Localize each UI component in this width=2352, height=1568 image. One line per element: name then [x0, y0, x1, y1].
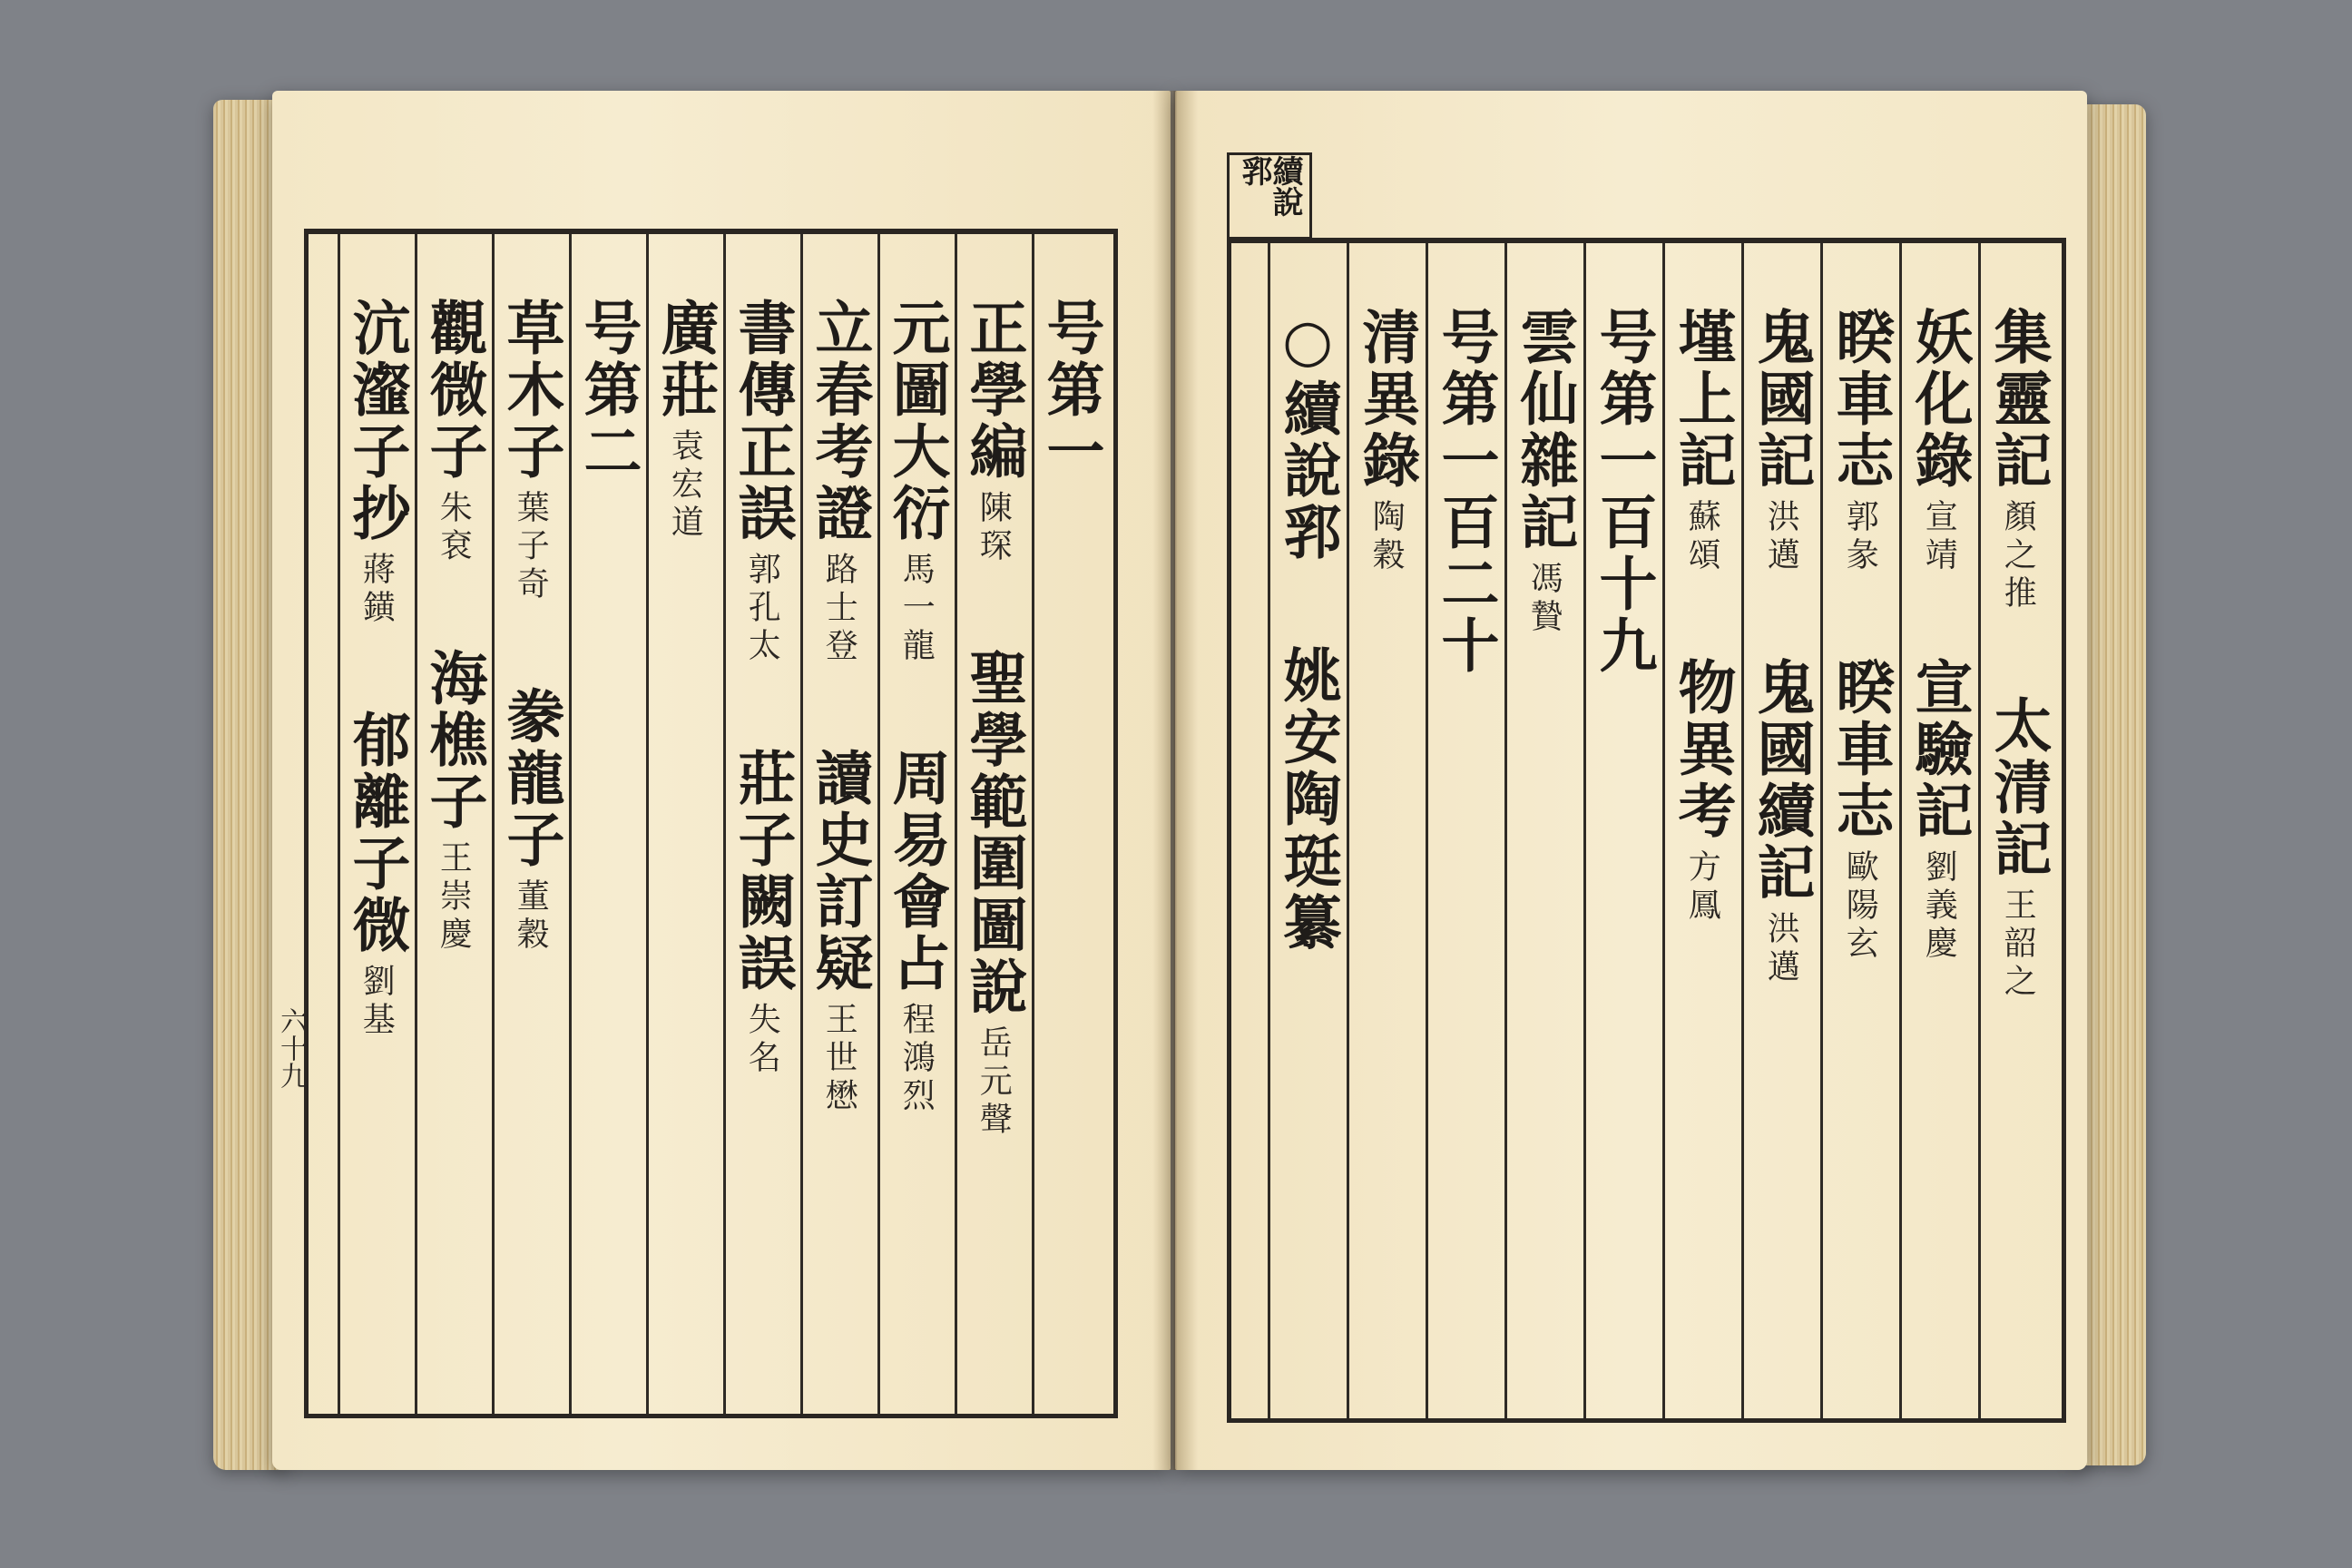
catalog-entry	[1273, 645, 1342, 954]
text-column	[1504, 243, 1583, 1418]
column-rule	[1426, 243, 1428, 1418]
text-column	[415, 234, 492, 1414]
text-column	[492, 234, 569, 1414]
column-rule	[723, 234, 726, 1414]
catalog-entry	[1668, 657, 1737, 926]
text-column	[1820, 243, 1899, 1418]
entry-author-note: 蔣鐄	[358, 552, 396, 628]
column-rule	[1741, 243, 1744, 1418]
entry-title: 豢龍子	[496, 686, 565, 871]
column-rule	[1583, 243, 1586, 1418]
entry-author-note: 路士登	[820, 552, 858, 666]
text-column	[723, 234, 800, 1414]
entry-title: 号第一	[1036, 298, 1105, 483]
entry-author-note: 陳琛	[975, 490, 1013, 566]
entry-author-note: 馮贄	[1525, 561, 1563, 637]
entry-author-note: 宣靖	[1920, 499, 1958, 575]
entry-title: 妖化錄	[1905, 307, 1974, 492]
catalog-entry	[805, 748, 874, 1116]
catalog-entry	[573, 298, 642, 483]
text-column	[1032, 234, 1109, 1414]
entry-title: ○續說郛	[1273, 307, 1342, 564]
left-text-frame	[304, 229, 1118, 1418]
text-column	[800, 234, 877, 1414]
catalog-entry	[496, 686, 565, 955]
book-gutter	[1152, 91, 1198, 1470]
entry-author-note: 劉義慶	[1920, 849, 1958, 964]
column-rule	[955, 234, 957, 1414]
column-rule	[492, 234, 495, 1414]
catalog-entry	[1036, 298, 1105, 483]
entry-title: 觀微子	[419, 298, 488, 483]
text-column	[569, 234, 646, 1414]
entry-title: 郁離子微	[342, 710, 411, 956]
catalog-entry	[1984, 695, 2053, 1002]
text-column	[955, 234, 1032, 1414]
catalog-entry	[1747, 307, 1816, 575]
entry-title: 墐上記	[1668, 307, 1737, 492]
column-rule	[569, 234, 572, 1414]
catalog-entry	[805, 298, 874, 666]
catalog-entry	[728, 748, 797, 1078]
text-column	[338, 234, 415, 1414]
text-column	[1662, 243, 1741, 1418]
catalog-entry	[342, 710, 411, 1040]
column-rule	[1347, 243, 1349, 1418]
column-rule	[1820, 243, 1823, 1418]
entry-author-note: 程鴻烈	[897, 1002, 936, 1116]
column-rule	[1899, 243, 1902, 1418]
entry-title: 莊子闕誤	[728, 748, 797, 995]
catalog-entry	[1747, 657, 1816, 987]
catalog-entry	[728, 298, 797, 666]
column-rule	[1662, 243, 1665, 1418]
entry-author-note: 王韶之	[1999, 887, 2037, 1002]
entry-author-note: 顏之推	[1999, 499, 2037, 613]
entry-title: 聖學範圍圖說	[959, 648, 1028, 1018]
catalog-entry	[882, 298, 951, 666]
entry-title: 睽車志	[1826, 657, 1895, 842]
column-rule	[415, 234, 417, 1414]
catalog-entry	[1510, 307, 1579, 637]
entry-title: 集靈記	[1984, 307, 2053, 492]
catalog-entry	[1826, 307, 1895, 575]
entry-author-note: 洪邁	[1762, 499, 1800, 575]
entry-author-note: 馬一龍	[897, 552, 936, 666]
catalog-entry	[1826, 657, 1895, 964]
catalog-entry	[1431, 307, 1500, 677]
entry-author-note: 董穀	[512, 878, 550, 955]
entry-author-note: 王世懋	[820, 1002, 858, 1116]
entry-author-note: 袁宏道	[666, 428, 704, 543]
catalog-entry	[419, 648, 488, 955]
entry-author-note: 岳元聲	[975, 1025, 1013, 1140]
entry-title: 書傳正誤	[728, 298, 797, 544]
catalog-entry	[882, 748, 951, 1116]
entry-title: 讀史訂疑	[805, 748, 874, 995]
entry-title: 太清記	[1984, 695, 2053, 880]
catalog-entry	[419, 298, 488, 566]
catalog-entry	[959, 648, 1028, 1140]
text-column	[1268, 243, 1347, 1418]
text-column	[1426, 243, 1504, 1418]
entry-author-note: 郭彖	[1841, 499, 1879, 575]
catalog-entry	[496, 298, 565, 604]
entry-title: 海樵子	[419, 648, 488, 833]
entry-title: 沆瀣子抄	[342, 298, 411, 544]
book-title-box	[1227, 152, 1312, 240]
column-rule	[1978, 243, 1981, 1418]
entry-author-note: 王崇慶	[435, 840, 473, 955]
catalog-entry	[1905, 657, 1974, 964]
text-column	[1583, 243, 1662, 1418]
entry-title: 鬼國記	[1747, 307, 1816, 492]
catalog-entry	[1589, 307, 1658, 677]
entry-title: 草木子	[496, 298, 565, 483]
catalog-entry	[1984, 307, 2053, 613]
entry-author-note: 朱袞	[435, 490, 473, 566]
right-text-frame	[1227, 238, 2066, 1423]
page-number: 六十九	[275, 1007, 307, 1089]
text-column	[1899, 243, 1978, 1418]
column-rule	[338, 234, 340, 1414]
catalog-entry	[1273, 307, 1342, 564]
entry-author-note: 失名	[743, 1002, 781, 1078]
entry-author-note: 劉基	[358, 964, 396, 1040]
column-rule	[646, 234, 649, 1414]
text-column	[1741, 243, 1820, 1418]
entry-title: 宣驗記	[1905, 657, 1974, 842]
entry-author-note: 洪邁	[1762, 911, 1800, 987]
text-column	[1347, 243, 1426, 1418]
entry-title: 物異考	[1668, 657, 1737, 842]
catalog-entry	[1905, 307, 1974, 575]
entry-title: 雲仙雜記	[1510, 307, 1579, 554]
entry-author-note: 蘇頌	[1683, 499, 1721, 575]
column-rule	[1504, 243, 1507, 1418]
catalog-entry	[651, 298, 720, 543]
catalog-entry	[342, 298, 411, 628]
entry-author-note: 郭孔太	[743, 552, 781, 666]
entry-title: 正學編	[959, 298, 1028, 483]
entry-title: 号第二	[573, 298, 642, 483]
entry-author-note: 方鳳	[1683, 849, 1721, 926]
entry-author-note: 陶穀	[1367, 499, 1406, 575]
text-column	[1978, 243, 2057, 1418]
entry-title: 廣莊	[651, 298, 720, 421]
column-rule	[800, 234, 803, 1414]
column-rule	[877, 234, 880, 1414]
entry-title: 号第一百二十	[1431, 307, 1500, 677]
entry-title: 鬼國續記	[1747, 657, 1816, 904]
column-rule	[1032, 234, 1034, 1414]
catalog-entry	[1668, 307, 1737, 575]
entry-title: 号第一百十九	[1589, 307, 1658, 677]
entry-author-note: 歐陽玄	[1841, 849, 1879, 964]
entry-title: 立春考證	[805, 298, 874, 544]
catalog-entry	[1352, 307, 1421, 575]
book-title: 續說郛	[1236, 155, 1303, 217]
entry-title: 睽車志	[1826, 307, 1895, 492]
entry-title: 清異錄	[1352, 307, 1421, 492]
entry-title: 姚安陶珽纂	[1273, 645, 1342, 954]
text-column	[877, 234, 955, 1414]
entry-author-note: 葉子奇	[512, 490, 550, 604]
entry-title: 元圖大衍	[882, 298, 951, 544]
text-column	[646, 234, 723, 1414]
column-rule	[1268, 243, 1270, 1418]
catalog-entry	[959, 298, 1028, 566]
entry-title: 周易會占	[882, 748, 951, 995]
